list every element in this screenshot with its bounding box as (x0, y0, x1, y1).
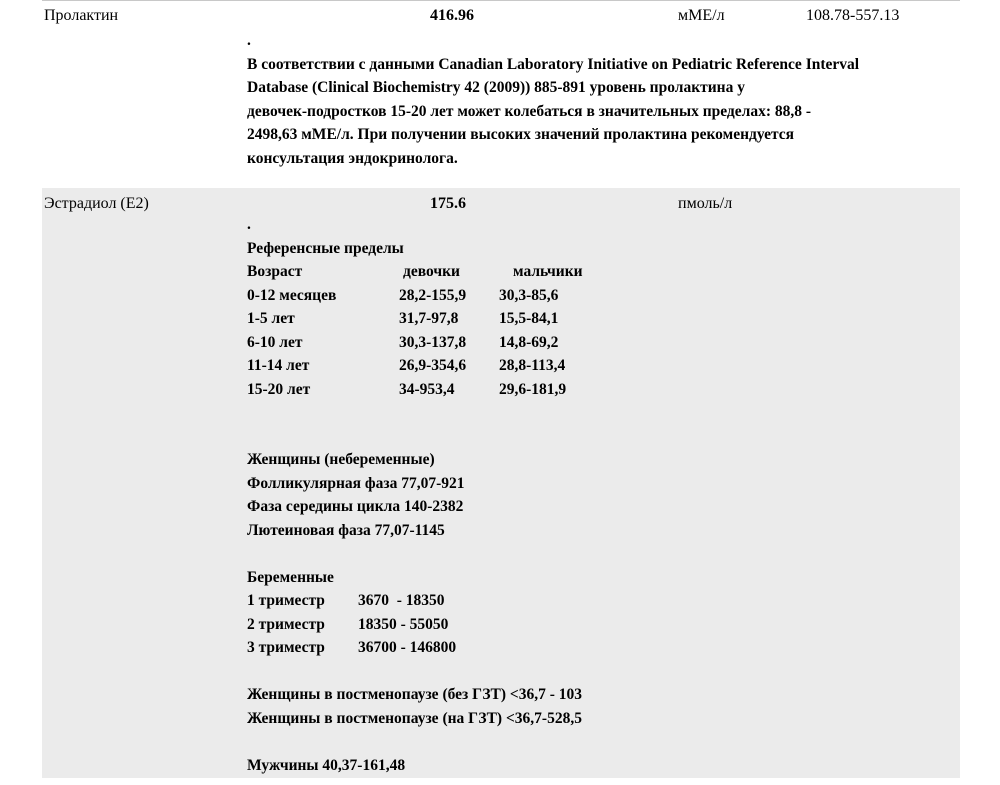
analyte-name: Пролактин (44, 7, 119, 24)
boys-cell: 30,3-85,6 (499, 286, 559, 304)
men-range: Мужчины 40,37-161,48 (247, 756, 406, 774)
comment-line: консультация эндокринолога. (247, 149, 458, 167)
pregnant-title: Беременные (247, 568, 334, 586)
result-value: 175.6 (430, 195, 466, 212)
age-table-row (247, 284, 959, 308)
result-row-estradiol (42, 188, 960, 778)
result-value: 416.96 (430, 7, 474, 24)
women-range: Фаза середины цикла 140-2382 (247, 498, 464, 515)
age-cell: 6-10 лет (247, 333, 303, 351)
boys-cell: 28,8-113,4 (499, 357, 566, 374)
age-cell: 11-14 лет (247, 357, 310, 374)
boys-cell: 15,5-84,1 (499, 310, 559, 327)
trimester-label: 3 триместр (247, 639, 325, 656)
spacer (247, 425, 959, 449)
comment-line: девочек-подростков 15-20 лет может колебаться в значительных пределах: 88,8 - (247, 102, 812, 120)
trimester-value: 3670 - 18350 (358, 592, 445, 609)
age-table-row (247, 378, 959, 402)
trimester-label: 1 триместр (247, 592, 325, 609)
reference-range: 108.78-557.13 (806, 7, 900, 24)
women-range: Лютеиновая фаза 77,07-1145 (247, 521, 445, 539)
age-cell: 0-12 месяцев (247, 286, 337, 304)
trimester-label: 2 триместр (247, 615, 325, 633)
pregnant-range (247, 636, 959, 660)
comment-line: 2498,63 мМЕ/л. При получении высоких значений пролактина рекомендуется (247, 126, 795, 143)
result-comment (247, 29, 959, 170)
pregnant-range (247, 613, 959, 637)
age-table-row (247, 307, 959, 331)
girls-header: девочки (403, 263, 460, 280)
age-table-header (247, 260, 959, 284)
result-row-prolactin (42, 2, 960, 188)
age-cell: 1-5 лет (247, 310, 295, 327)
women-title: Женщины (небеременные) (247, 451, 435, 468)
age-table-row (247, 354, 959, 378)
pregnant-range (247, 589, 959, 613)
comment-dot: . (247, 32, 251, 49)
spacer (247, 401, 959, 425)
boys-cell: 14,8-69,2 (499, 333, 559, 351)
comment-dot: . (247, 216, 251, 233)
table-top-border (42, 0, 960, 1)
trimester-value: 36700 - 146800 (358, 639, 457, 656)
boys-cell: 29,6-181,9 (499, 380, 567, 398)
girls-cell: 34-953,4 (399, 380, 455, 398)
girls-cell: 28,2-155,9 (399, 286, 467, 304)
spacer (247, 730, 959, 754)
result-unit: мМЕ/л (678, 7, 725, 24)
age-table-row (247, 331, 959, 355)
girls-cell: 31,7-97,8 (399, 310, 459, 327)
boys-header: мальчики (513, 263, 583, 280)
comment-line: В соответствии с данными Canadian Laboratory Initiative on Pediatric Reference Interval (247, 55, 860, 73)
result-unit: пмоль/л (678, 195, 733, 212)
comment-line: Database (Clinical Biochemistry 42 (2009)) 885-891 уровень пролактина у (247, 79, 745, 96)
women-range: Фолликулярная фаза 77,07-921 (247, 474, 465, 492)
girls-cell: 30,3-137,8 (399, 333, 467, 351)
postmenopause-range: Женщины в постменопаузе (на ГЗТ) <36,7-528,5 (247, 709, 582, 727)
trimester-value: 18350 - 55050 (358, 615, 449, 633)
analyte-name: Эстрадиол (E2) (44, 195, 149, 212)
spacer (247, 660, 959, 684)
age-cell: 15-20 лет (247, 380, 311, 398)
result-comment (247, 213, 959, 777)
spacer (247, 542, 959, 566)
reference-title: Референсные пределы (247, 239, 404, 257)
age-header: Возраст (247, 263, 303, 280)
postmenopause-range: Женщины в постменопаузе (без ГЗТ) <36,7 - 103 (247, 686, 583, 703)
girls-cell: 26,9-354,6 (399, 357, 467, 374)
